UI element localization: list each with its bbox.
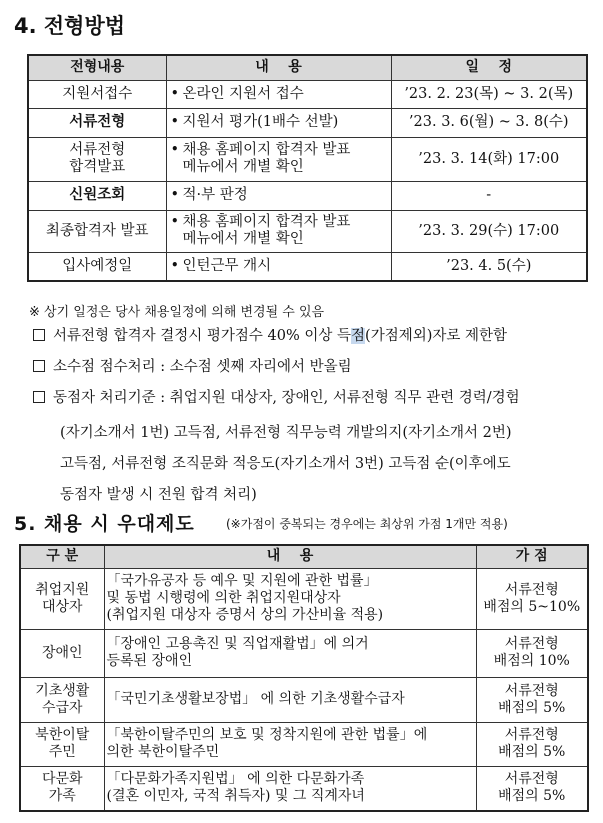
checkbox-square-icon (33, 391, 45, 403)
header-points: 가 점 (476, 545, 588, 568)
row-schedule: ’23. 2. 23(목) ~ 3. 2(목) (391, 80, 587, 108)
section4-title: 4. 전형방법 (14, 14, 126, 38)
preference-table (19, 544, 589, 812)
list-item: 동점자 처리기준 : 취업지원 대상자, 장애인, 서류전형 직무 관련 경력/경험 (33, 389, 520, 407)
row-content: 「북한이탈주민의 보호 및 정착지원에 관한 법률」에 의한 북한이탈주민 (104, 722, 476, 766)
header-content: 내 용 (166, 55, 391, 80)
row-content: • 적·부 판정 (166, 181, 391, 210)
table-row (28, 252, 587, 281)
list-item-continuation: 동점자 발생 시 전원 합격 처리) (60, 487, 257, 503)
row-points: 서류전형 배점의 5% (476, 677, 588, 722)
row-category: 북한이탈 주민 (20, 722, 104, 766)
table-row (20, 629, 588, 677)
row-category: 신원조회 (28, 181, 166, 210)
row-content: 「장애인 고용촉진 및 직업재활법」에 의거 등록된 장애인 (104, 629, 476, 677)
table-row (28, 181, 587, 210)
header-schedule: 일 정 (391, 55, 587, 80)
table-row (20, 677, 588, 722)
row-content: • 인턴근무 개시 (166, 252, 391, 281)
row-points: 서류전형 배점의 10% (476, 629, 588, 677)
row-schedule: ’23. 3. 14(화) 17:00 (391, 137, 587, 181)
table-row (20, 568, 588, 629)
table-row (28, 210, 587, 252)
row-points: 서류전형 배점의 5% (476, 766, 588, 811)
row-category: 입사예정일 (28, 252, 166, 281)
row-schedule: - (391, 181, 587, 210)
table-row (20, 722, 588, 766)
header-category: 구 분 (20, 545, 104, 568)
header-content: 내 용 (104, 545, 476, 568)
row-content: • 지원서 평가(1배수 선발) (166, 108, 391, 137)
table-header-row (20, 545, 588, 568)
header-category: 전형내용 (28, 55, 166, 80)
row-content: 「국민기초생활보장법」 에 의한 기초생활수급자 (104, 677, 476, 722)
row-category: 다문화 가족 (20, 766, 104, 811)
row-content: • 온라인 지원서 접수 (166, 80, 391, 108)
list-item-continuation: (자기소개서 1번) 고득점, 서류전형 직무능력 개발의지(자기소개서 2번) (60, 425, 512, 441)
row-content: 「다문화가족지원법」 에 의한 다문화가족 (결혼 이민자, 국적 취득자) 및 그 직계자녀 (104, 766, 476, 811)
row-category: 지원서접수 (28, 80, 166, 108)
section5-title: 5. 채용 시 우대제도 (14, 513, 195, 535)
row-category: 서류전형 (28, 108, 166, 137)
row-content: 「국가유공자 등 예우 및 지원에 관한 법률」 및 동법 시행령에 의한 취업지원대상자 (취업지원 대상자 증명서 상의 가산비율 적용) (104, 568, 476, 629)
row-points: 서류전형 배점의 5~10% (476, 568, 588, 629)
row-content: • 채용 홈페이지 합격자 발표 메뉴에서 개별 확인 (166, 210, 391, 252)
schedule-note: ※ 상기 일정은 당사 채용일정에 의해 변경될 수 있음 (29, 305, 325, 320)
row-category: 기초생활 수급자 (20, 677, 104, 722)
row-category: 서류전형 합격발표 (28, 137, 166, 181)
screening-schedule-table (27, 54, 588, 282)
row-category: 장애인 (20, 629, 104, 677)
list-item: 서류전형 합격자 결정시 평가점수 40% 이상 득점(가점제외)자로 제한함 (33, 327, 507, 345)
row-schedule: ’23. 4. 5(수) (391, 252, 587, 281)
table-header-row (28, 55, 587, 80)
table-row (20, 766, 588, 811)
highlighted-text: 점 (351, 328, 366, 344)
checkbox-square-icon (33, 329, 45, 341)
row-points: 서류전형 배점의 5% (476, 722, 588, 766)
row-schedule: ’23. 3. 6(월) ~ 3. 8(수) (391, 108, 587, 137)
checkbox-square-icon (33, 360, 45, 372)
table-row (28, 137, 587, 181)
section5-note: (※가점이 중복되는 경우에는 최상위 가점 1개만 적용) (226, 517, 508, 531)
row-schedule: ’23. 3. 29(수) 17:00 (391, 210, 587, 252)
table-row (28, 108, 587, 137)
list-item: 소수점 점수처리 : 소수점 셋째 자리에서 반올림 (33, 358, 352, 376)
row-content: • 채용 홈페이지 합격자 발표 메뉴에서 개별 확인 (166, 137, 391, 181)
list-item-continuation: 고득점, 서류전형 조직문화 적응도(자기소개서 3번) 고득점 순(이후에도 (60, 456, 511, 472)
row-category: 최종합격자 발표 (28, 210, 166, 252)
row-category: 취업지원 대상자 (20, 568, 104, 629)
table-row (28, 80, 587, 108)
